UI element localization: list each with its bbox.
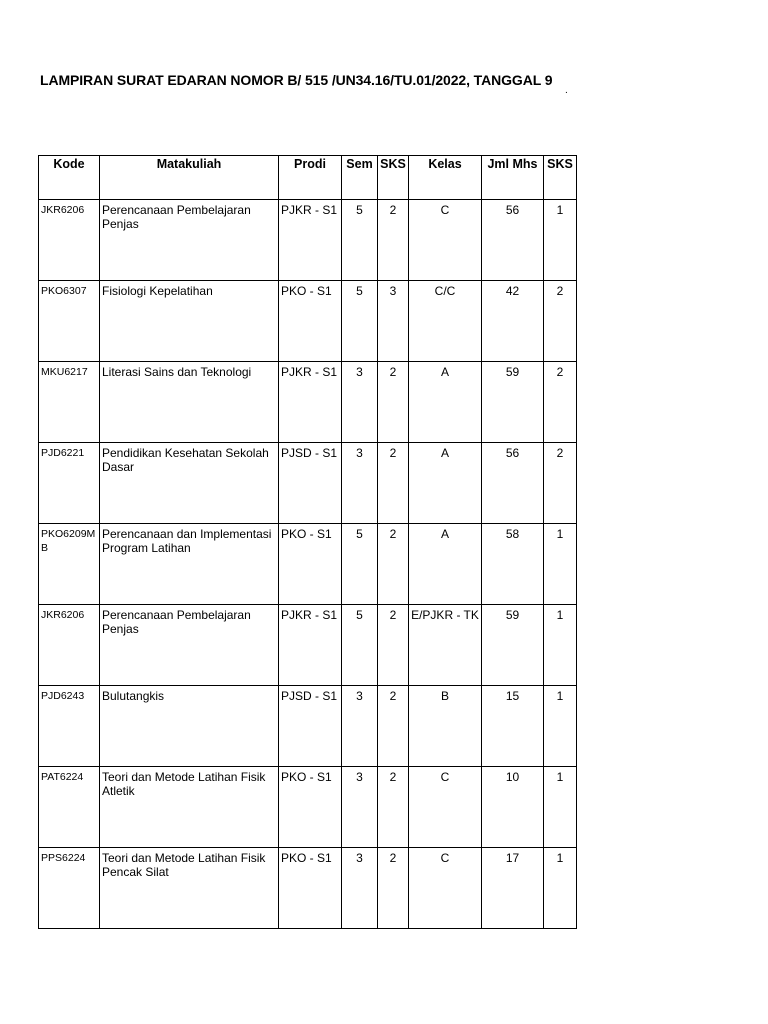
cell-jml-mhs: 10 bbox=[482, 767, 544, 848]
header-kelas: Kelas bbox=[409, 156, 482, 200]
cell-sks-2: 1 bbox=[544, 524, 577, 605]
table-row bbox=[39, 605, 577, 686]
cell-matakuliah: Teori dan Metode Latihan Fisik Pencak Silat bbox=[100, 848, 279, 929]
table-row bbox=[39, 524, 577, 605]
cell-sem: 3 bbox=[342, 848, 378, 929]
cell-kelas: B bbox=[409, 686, 482, 767]
cell-kelas: A bbox=[409, 524, 482, 605]
cell-matakuliah: Perencanaan Pembelajaran Penjas bbox=[100, 200, 279, 281]
cell-jml-mhs: 56 bbox=[482, 200, 544, 281]
table-row bbox=[39, 848, 577, 929]
cell-prodi: PJKR - S1 bbox=[279, 362, 342, 443]
cell-jml-mhs: 59 bbox=[482, 362, 544, 443]
cell-kode: JKR6206 bbox=[39, 605, 100, 686]
header-sks: SKS bbox=[378, 156, 409, 200]
cell-kode: PAT6224 bbox=[39, 767, 100, 848]
cell-prodi: PKO - S1 bbox=[279, 848, 342, 929]
cell-kode: JKR6206 bbox=[39, 200, 100, 281]
table-row bbox=[39, 686, 577, 767]
cell-sks: 2 bbox=[378, 200, 409, 281]
cell-kelas: C bbox=[409, 848, 482, 929]
cell-sks-2: 2 bbox=[544, 281, 577, 362]
cell-kode: PPS6224 bbox=[39, 848, 100, 929]
cell-matakuliah: Bulutangkis bbox=[100, 686, 279, 767]
cell-prodi: PJSD - S1 bbox=[279, 443, 342, 524]
cell-prodi: PJSD - S1 bbox=[279, 686, 342, 767]
cell-sem: 3 bbox=[342, 443, 378, 524]
cell-sks-2: 2 bbox=[544, 362, 577, 443]
cell-sem: 5 bbox=[342, 524, 378, 605]
cell-sem: 5 bbox=[342, 281, 378, 362]
table-row bbox=[39, 281, 577, 362]
document-title: LAMPIRAN SURAT EDARAN NOMOR B/ 515 /UN34.16/TU.01/2022, TANGGAL 9 bbox=[40, 72, 553, 88]
cell-kode: PJD6221 bbox=[39, 443, 100, 524]
course-table bbox=[38, 155, 577, 929]
table-row bbox=[39, 200, 577, 281]
cell-sks: 2 bbox=[378, 686, 409, 767]
cell-prodi: PKO - S1 bbox=[279, 767, 342, 848]
cell-sks: 2 bbox=[378, 524, 409, 605]
cell-kode: PKO6209MB bbox=[39, 524, 100, 605]
cell-sks: 2 bbox=[378, 362, 409, 443]
cell-sem: 3 bbox=[342, 362, 378, 443]
table-row bbox=[39, 362, 577, 443]
header-sem: Sem bbox=[342, 156, 378, 200]
cell-matakuliah: Pendidikan Kesehatan Sekolah Dasar bbox=[100, 443, 279, 524]
cell-sks: 2 bbox=[378, 848, 409, 929]
cell-sem: 3 bbox=[342, 767, 378, 848]
cell-jml-mhs: 58 bbox=[482, 524, 544, 605]
cell-prodi: PKO - S1 bbox=[279, 524, 342, 605]
cell-kelas: A bbox=[409, 443, 482, 524]
cell-sks: 2 bbox=[378, 443, 409, 524]
cell-kode: PKO6307 bbox=[39, 281, 100, 362]
header-matakuliah: Matakuliah bbox=[100, 156, 279, 200]
cell-jml-mhs: 17 bbox=[482, 848, 544, 929]
table-row bbox=[39, 767, 577, 848]
cell-sks-2: 1 bbox=[544, 686, 577, 767]
header-prodi: Prodi bbox=[279, 156, 342, 200]
cell-jml-mhs: 42 bbox=[482, 281, 544, 362]
title-mark: . bbox=[565, 85, 568, 96]
cell-sks: 2 bbox=[378, 605, 409, 686]
cell-sks-2: 1 bbox=[544, 848, 577, 929]
cell-sks-2: 1 bbox=[544, 605, 577, 686]
cell-kelas: E/PJKR - TK bbox=[409, 605, 482, 686]
header-jml-mhs: Jml Mhs bbox=[482, 156, 544, 200]
cell-prodi: PJKR - S1 bbox=[279, 200, 342, 281]
cell-matakuliah: Teori dan Metode Latihan Fisik Atletik bbox=[100, 767, 279, 848]
cell-matakuliah: Literasi Sains dan Teknologi bbox=[100, 362, 279, 443]
header-sks-2: SKS bbox=[544, 156, 577, 200]
cell-jml-mhs: 15 bbox=[482, 686, 544, 767]
cell-sks-2: 2 bbox=[544, 443, 577, 524]
cell-jml-mhs: 56 bbox=[482, 443, 544, 524]
cell-sks: 3 bbox=[378, 281, 409, 362]
cell-kelas: C bbox=[409, 200, 482, 281]
cell-kelas: C/C bbox=[409, 281, 482, 362]
cell-prodi: PKO - S1 bbox=[279, 281, 342, 362]
cell-sem: 3 bbox=[342, 686, 378, 767]
cell-sks-2: 1 bbox=[544, 200, 577, 281]
table-row bbox=[39, 443, 577, 524]
cell-sks: 2 bbox=[378, 767, 409, 848]
cell-matakuliah: Perencanaan Pembelajaran Penjas bbox=[100, 605, 279, 686]
cell-jml-mhs: 59 bbox=[482, 605, 544, 686]
cell-kode: PJD6243 bbox=[39, 686, 100, 767]
cell-matakuliah: Fisiologi Kepelatihan bbox=[100, 281, 279, 362]
cell-prodi: PJKR - S1 bbox=[279, 605, 342, 686]
cell-sem: 5 bbox=[342, 605, 378, 686]
cell-kelas: A bbox=[409, 362, 482, 443]
header-kode: Kode bbox=[39, 156, 100, 200]
cell-sem: 5 bbox=[342, 200, 378, 281]
cell-matakuliah: Perencanaan dan Implementasi Program Latihan bbox=[100, 524, 279, 605]
table-header-row bbox=[39, 156, 577, 200]
cell-sks-2: 1 bbox=[544, 767, 577, 848]
cell-kode: MKU6217 bbox=[39, 362, 100, 443]
cell-kelas: C bbox=[409, 767, 482, 848]
